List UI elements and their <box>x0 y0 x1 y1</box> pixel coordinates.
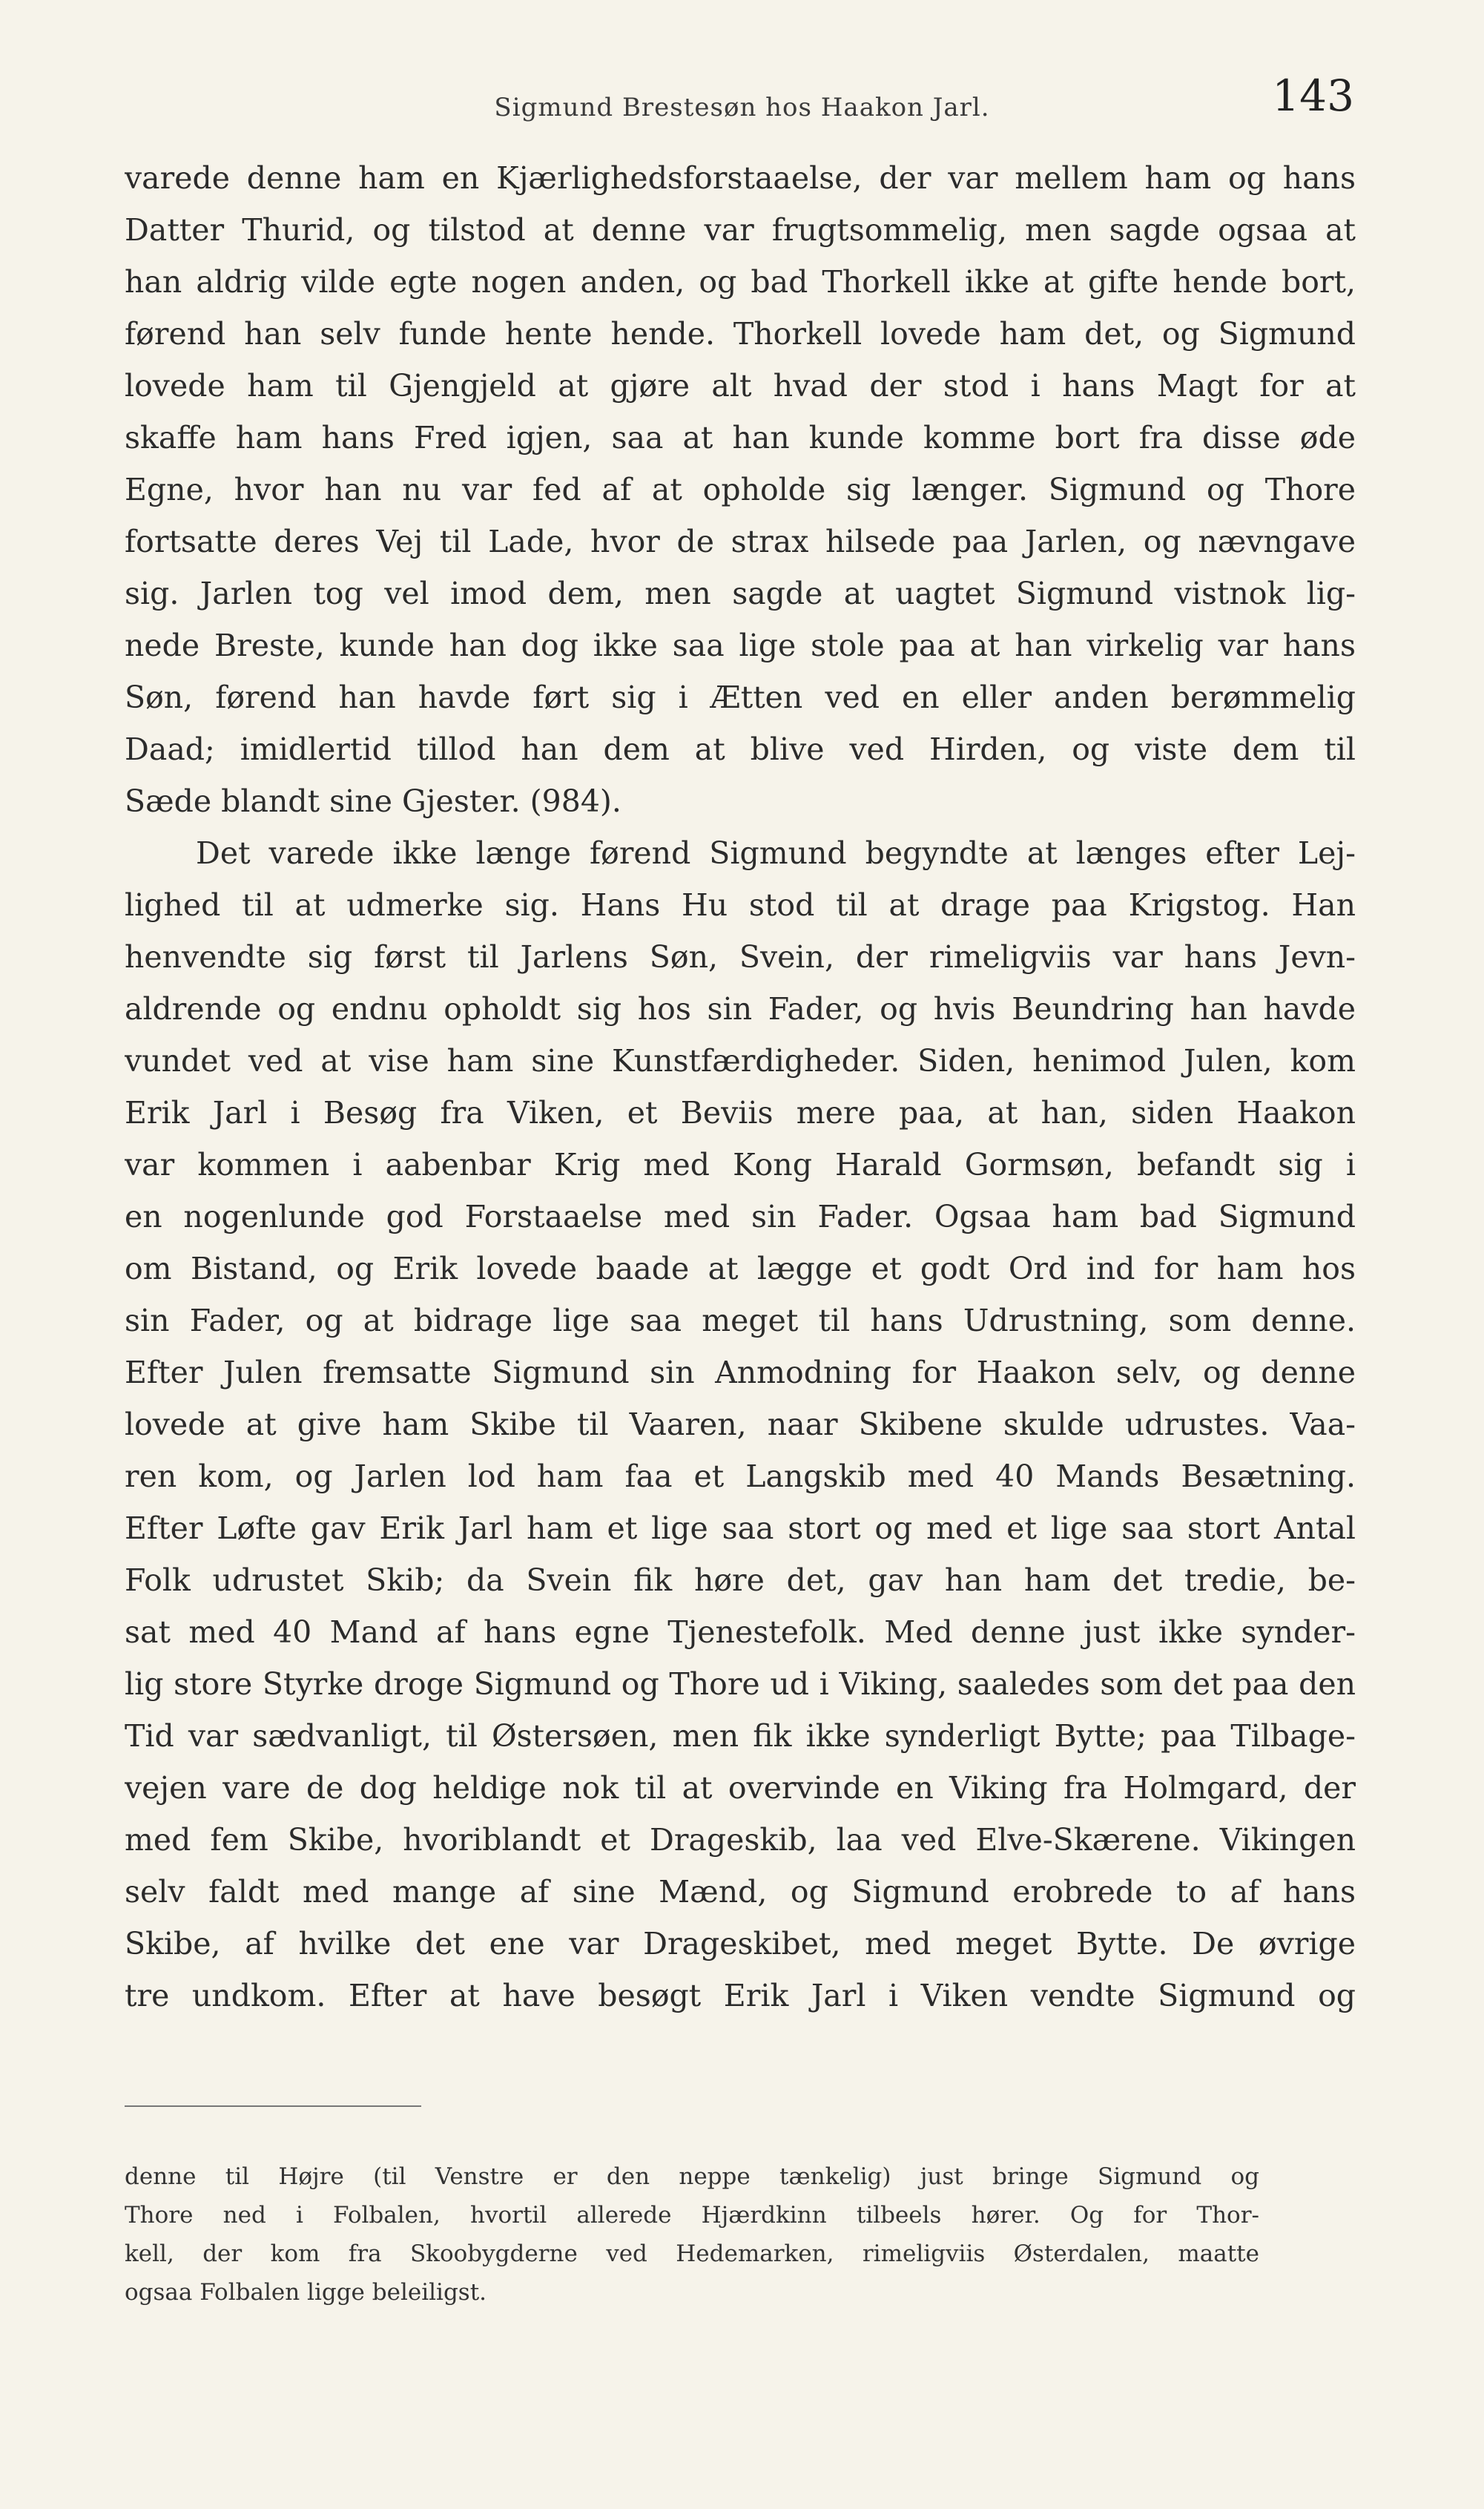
text-line: Søn, førend han havde ført sig i Ætten ved en eller anden berømmelig <box>125 680 1356 715</box>
text-line: Tid var sædvanligt, til Østersøen, men fik ikke synderligt Bytte; paa Tilbage- <box>125 1718 1356 1754</box>
footnote <box>125 2157 1259 2312</box>
text-line: nede Breste, kunde han dog ikke saa lige stole paa at han virkelig var hans <box>125 628 1356 663</box>
text-line: tre undkom. Efter at have besøgt Erik Jarl i Viken vendte Sigmund og <box>125 1978 1356 2013</box>
text-line: skaffe ham hans Fred igjen, saa at han kunde komme bort fra disse øde <box>125 420 1356 456</box>
text-line: Sæde blandt sine Gjester. (984). <box>125 783 621 819</box>
text-line: aldrende og endnu opholdt sig hos sin Fader, og hvis Beundring han havde <box>125 991 1356 1027</box>
text-line: lig store Styrke droge Sigmund og Thore ud i Viking, saaledes som det paa den <box>125 1666 1356 1702</box>
footnote-line: denne til Højre (til Venstre er den neppe tænkelig) just bringe Sigmund og <box>125 2163 1259 2190</box>
text-line: var kommen i aabenbar Krig med Kong Harald Gormsøn, befandt sig i <box>125 1147 1356 1183</box>
footnote-line: kell, der kom fra Skoobygderne ved Hedemarken, rimeligviis Østerdalen, maatte <box>125 2240 1259 2267</box>
text-line: lighed til at udmerke sig. Hans Hu stod til at drage paa Krigstog. Han <box>125 887 1356 923</box>
text-line: varede denne ham en Kjærlighedsforstaaelse, der var mellem ham og hans <box>125 160 1356 196</box>
text-line: Daad; imidlertid tillod han dem at blive ved Hirden, og viste dem til <box>125 731 1356 767</box>
text-line: Egne, hvor han nu var fed af at opholde sig længer. Sigmund og Thore <box>125 472 1356 507</box>
text-line: sig. Jarlen tog vel imod dem, men sagde at uagtet Sigmund vistnok lig- <box>125 576 1356 611</box>
page-number: 143 <box>1272 70 1354 121</box>
text-line: fortsatte deres Vej til Lade, hvor de strax hilsede paa Jarlen, og nævngave <box>125 524 1356 559</box>
text-line: selv faldt med mange af sine Mænd, og Sigmund erobrede to af hans <box>125 1874 1356 1910</box>
text-line: vundet ved at vise ham sine Kunstfærdigheder. Siden, henimod Julen, kom <box>125 1043 1356 1079</box>
text-line: sin Fader, og at bidrage lige saa meget til hans Udrustning, som denne. <box>125 1303 1356 1338</box>
text-line: en nogenlunde god Forstaaelse med sin Fader. Ogsaa ham bad Sigmund <box>125 1199 1356 1234</box>
text-line: Erik Jarl i Besøg fra Viken, et Beviis mere paa, at han, siden Haakon <box>125 1095 1356 1131</box>
running-head: Sigmund Brestesøn hos Haakon Jarl. <box>494 93 990 122</box>
text-line: førend han selv funde hente hende. Thorkell lovede ham det, og Sigmund <box>125 316 1356 352</box>
text-line: Det varede ikke længe førend Sigmund begyndte at længes efter Lej- <box>196 835 1356 871</box>
text-line: ren kom, og Jarlen lod ham faa et Langskib med 40 Mands Besætning. <box>125 1459 1356 1494</box>
text-line: Skibe, af hvilke det ene var Drageskibet, med meget Bytte. De øvrige <box>125 1926 1356 1962</box>
text-line: lovede ham til Gjengjeld at gjøre alt hvad der stod i hans Magt for at <box>125 368 1356 404</box>
text-line: Efter Løfte gav Erik Jarl ham et lige saa stort og med et lige saa stort Antal <box>125 1510 1356 1546</box>
text-line: om Bistand, og Erik lovede baade at lægge et godt Ord ind for ham hos <box>125 1251 1356 1286</box>
text-line: Datter Thurid, og tilstod at denne var frugtsommelig, men sagde ogsaa at <box>125 212 1356 248</box>
footnote-line: ogsaa Folbalen ligge beleiligst. <box>125 2279 487 2306</box>
text-line: vejen vare de dog heldige nok til at overvinde en Viking fra Holmgard, der <box>125 1770 1356 1806</box>
text-line: henvendte sig først til Jarlens Søn, Svein, der rimeligviis var hans Jevn- <box>125 939 1356 975</box>
text-line: Efter Julen fremsatte Sigmund sin Anmodning for Haakon selv, og denne <box>125 1355 1356 1390</box>
footnote-rule <box>125 2105 421 2107</box>
text-line: med fem Skibe, hvoriblandt et Drageskib, laa ved Elve-Skærene. Vikingen <box>125 1822 1356 1858</box>
body-text <box>125 152 1356 2022</box>
text-line: Folk udrustet Skib; da Svein fik høre det, gav han ham det tredie, be- <box>125 1562 1356 1598</box>
text-line: sat med 40 Mand af hans egne Tjenestefolk. Med denne just ikke synder- <box>125 1614 1356 1650</box>
text-line: lovede at give ham Skibe til Vaaren, naar Skibene skulde udrustes. Vaa- <box>125 1407 1356 1442</box>
text-line: han aldrig vilde egte nogen anden, og bad Thorkell ikke at gifte hende bort, <box>125 264 1356 300</box>
footnote-line: Thore ned i Folbalen, hvortil allerede Hjærdkinn tilbeels hører. Og for Thor- <box>125 2202 1259 2229</box>
page-header <box>130 70 1354 137</box>
